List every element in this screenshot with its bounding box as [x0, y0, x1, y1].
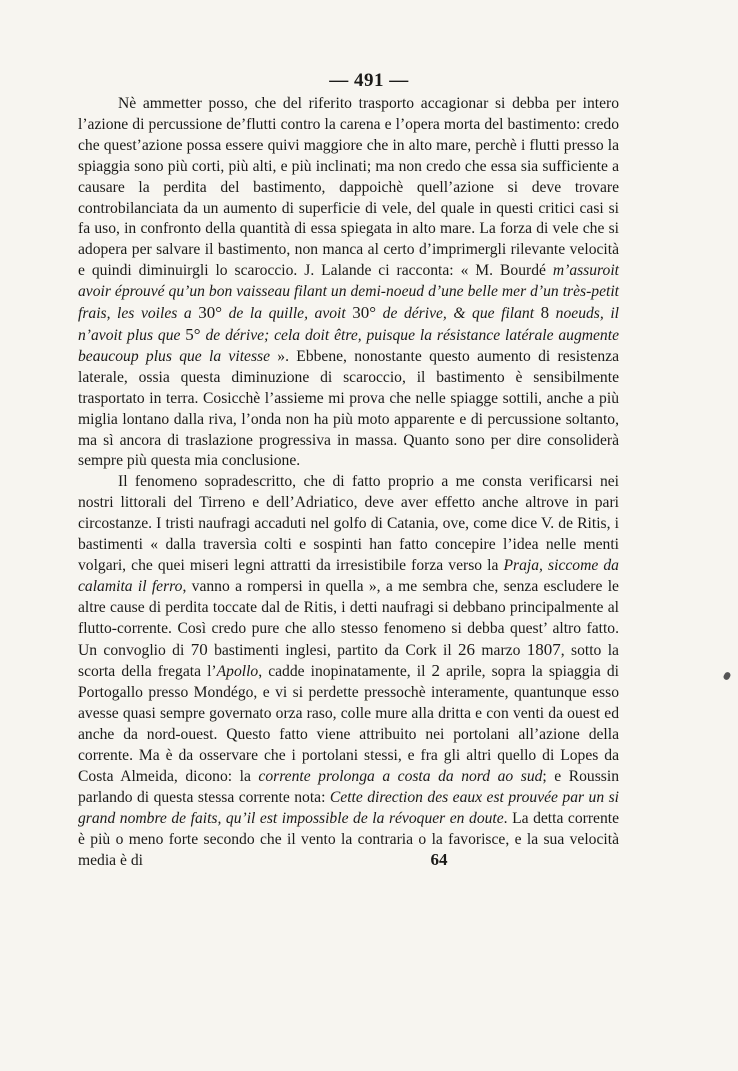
text-run: ». Ebbene, nonostante questo aumento di resistenza laterale, ossia questa diminuzione di scaroccio, il bastimento è sensibilmente trasportato in terra. Cosicchè l’assieme mi prova che nelle spiagge sottili, anche a più miglia lontano dalla riva, l’onda non ha più moto apparente e di percussione soltanto, ma sì ancora di traslazione progressiva in massa. Quanto sono per dire consoliderà sempre più questa mia conclusione. — [78, 347, 619, 470]
text-run: 1807 — [526, 639, 561, 659]
text-run: Nè ammetter posso, che del riferito trasporto accagionar si debba per intero l’azione di percussione de’flutti contro la carena e l’opera morta del bastimento: credo che quest’azione possa essere quivi maggiore che in alto mare, perchè i flutti presso la spiaggia sono più corti, più alti, e più inclinati; ma non credo che essa sia sufficiente a causare la perdita del bastimento, dappoichè quell’azione si deve trovare controbilanciata da un aumento di superficie di vele, del quale in questi critici casi si fa uso, in confronto della quantità di essa spiegata in alto mare. La forza di vele che si adopera per salvare il bastimento, non manca al certo d’imprimergli rilevante velocità e quindi diminuirgli lo scaroccio. J. Lalande ci racconta: « M. Bourdé — [78, 95, 619, 280]
page-number: — 491 — — [329, 70, 409, 91]
paragraph — [78, 472, 619, 871]
text-run: 2 — [431, 661, 441, 681]
text-run: , cadde inopinatamente, il — [258, 663, 432, 681]
italic-text: Cette direction des eaux est prouvée par un si grand nombre de faits, qu’il est impossible de la révoquer en doute — [78, 788, 619, 827]
text-run: ; e Roussin parlando di questa stessa corrente nota: — [78, 768, 619, 806]
italic-text: m’assuroit avoir éprouvé qu’un bon vaisseau filant un demi-noeud d’une belle mer d’un très-petit frais, les voiles a — [78, 262, 619, 323]
text-run: aprile, sopra la spiaggia di Portogallo presso Mondégo, e vi si perdette pressochè interamente, quantunque esso avesse quasi sempre governato orza raso, colle mure alla dritta e con venti da ouest ed anche da nord-ouest. Questo fatto viene attribuito nei portolani all’azione della corrente. Ma è da osservare che i portolani stessi, e fra gli altri quello di Lopes da Costa Almeida, dicono: la — [78, 663, 620, 785]
text-run: 30° — [198, 303, 223, 323]
text-run: , vanno a rompersi in quella », a me sembra che, senza escludere le altre cause di perdita toccate dal de Ritis, i detti naufragi si debbano principalmente al flutto-corrente. Così credo pure che allo stesso fenomeno si debba quest’ altro fatto. Un convoglio di — [78, 577, 619, 659]
italic-text: corrente prolonga a costa da nord ao sud — [258, 768, 543, 785]
text-run: 5° — [185, 324, 201, 344]
text-run: , sotto la scorta della fregata l’ — [78, 641, 619, 681]
body-text — [78, 94, 619, 872]
italic-text: de dérive, & que filant — [376, 305, 541, 323]
italic-text: de la quille, avoit — [222, 305, 353, 323]
text-run: 8 — [540, 303, 550, 323]
italic-text: noeuds, il n’avoit plus que — [78, 305, 619, 344]
text-run: marzo — [475, 641, 527, 659]
text-run: 70 — [190, 639, 208, 659]
italic-text: Praja, siccome da calamita il ferro — [78, 556, 619, 595]
text-run: 30° — [352, 303, 377, 323]
text-run: bastimenti inglesi, partito da Cork il — [207, 641, 459, 659]
paragraph — [78, 94, 619, 472]
italic-text: Apollo — [216, 663, 259, 681]
signature-mark: 64 — [430, 850, 448, 869]
text-run: Il fenomeno sopradescritto, che di fatto proprio a me consta verificarsi nei nostri littorali del Tirreno e dell’Adriatico, deve aver effetto anche altrove in pari circostanze. I tristi naufragi accaduti nel golfo di Catania, ove, come dice V. de Ritis, i bastimenti « dalla traversìa colti e sospinti han fatto concepire l’idea nelle menti volgari, che quei miseri legni attratti da irresistibile forza verso la — [78, 473, 619, 574]
text-run: 26 — [458, 639, 476, 659]
ink-speck — [722, 671, 731, 681]
text-run: . La detta corrente è più o meno forte secondo che il vento la contraria o la favorisce, e la sua velocità media è di — [78, 809, 620, 869]
italic-text: de dérive; cela doit être, puisque la résistance latérale augmente beaucoup plus que la vitesse — [78, 326, 619, 365]
